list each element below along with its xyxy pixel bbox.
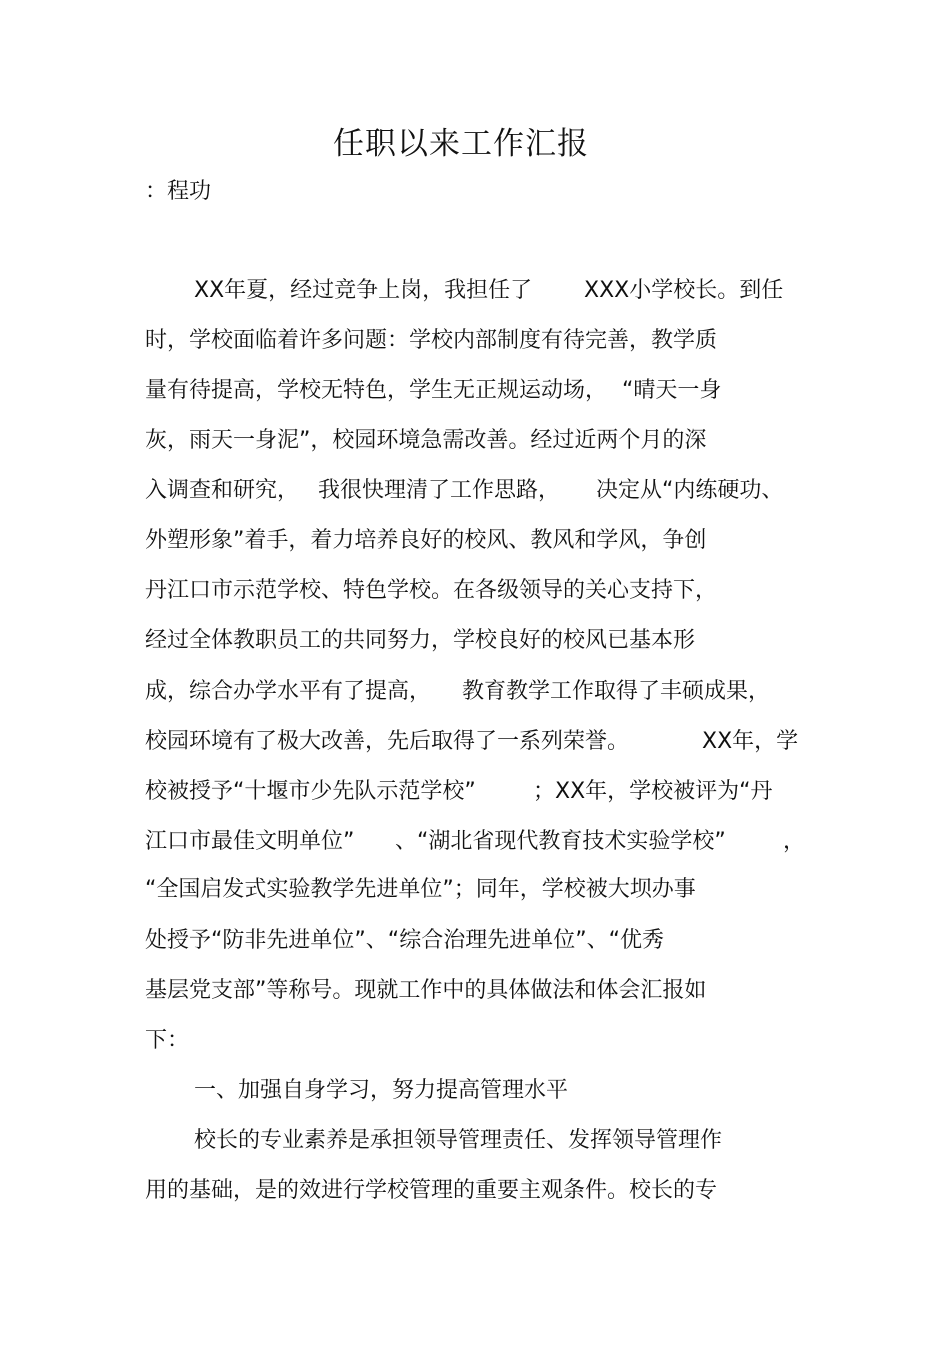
paragraph-line: 处授予“防非先进单位”、“综合治理先进单位”、“优秀 [145, 928, 664, 953]
text-segment: 、“湖北省现代教育技术实验学校” [395, 829, 726, 854]
text-segment: 校园环境有了极大改善，先后取得了一系列荣誉。 [145, 729, 630, 754]
paragraph-line [145, 675, 805, 709]
text-segment: 校被授予“十堰市少先队示范学校” [145, 779, 476, 804]
document-title: 任职以来工作汇报 [333, 126, 589, 162]
text-segment: 量有待提高，学校无特色，学生无正规运动场， [145, 378, 608, 403]
text-segment: XX年夏，经过竞争上岗，我担任了 [194, 278, 533, 303]
text-segment: 决定从“内练硬功、 [596, 478, 784, 503]
text-segment: 江口市最佳文明单位” [145, 829, 355, 854]
paragraph-line: 外塑形象”着手，着力培养良好的校风、教风和学风，争创 [145, 528, 707, 553]
paragraph-line: 灰，雨天一身泥”，校园环境急需改善。经过近两个月的深 [145, 428, 707, 453]
paragraph-line: 时，学校面临着许多问题：学校内部制度有待完善，教学质 [145, 328, 718, 353]
text-segment: XX年，学 [702, 729, 799, 754]
paragraph-line: 基层党支部”等称号。现就工作中的具体做法和体会汇报如 [145, 978, 707, 1003]
section-heading: 一、加强自身学习，努力提高管理水平 [194, 1078, 569, 1103]
paragraph-line [145, 725, 805, 759]
paragraph-line: 下： [145, 1028, 190, 1053]
text-segment: “晴天一身 [622, 378, 722, 403]
paragraph-line: “全国启发式实验教学先进单位”；同年，学校被大坝办事 [145, 877, 696, 902]
paragraph-line: 用的基础，是的效进行学校管理的重要主观条件。校长的专 [145, 1178, 718, 1203]
text-segment: 教育教学工作取得了丰硕成果， [462, 679, 771, 704]
paragraph-line: 丹江口市示范学校、特色学校。在各级领导的关心支持下， [145, 578, 718, 603]
paragraph-line [145, 825, 805, 859]
text-segment: ， [783, 829, 806, 854]
paragraph-line: 校长的专业素养是承担领导管理责任、发挥领导管理作 [194, 1128, 723, 1153]
paragraph-line [194, 274, 794, 308]
paragraph-line: 经过全体教职员工的共同努力，学校良好的校风已基本形 [145, 628, 696, 653]
paragraph-line [145, 775, 805, 809]
paragraph-line [145, 474, 805, 508]
document-author: ：程功 [145, 179, 212, 204]
text-segment: 入调查和研究， [145, 478, 300, 503]
text-segment: XXX小学校长。到任 [584, 278, 784, 303]
paragraph-line [145, 374, 745, 408]
text-segment: 我很快理清了工作思路， [318, 478, 561, 503]
text-segment: ；XX年，学校被评为“丹 [533, 779, 773, 804]
text-segment: 成，综合办学水平有了提高， [145, 679, 432, 704]
